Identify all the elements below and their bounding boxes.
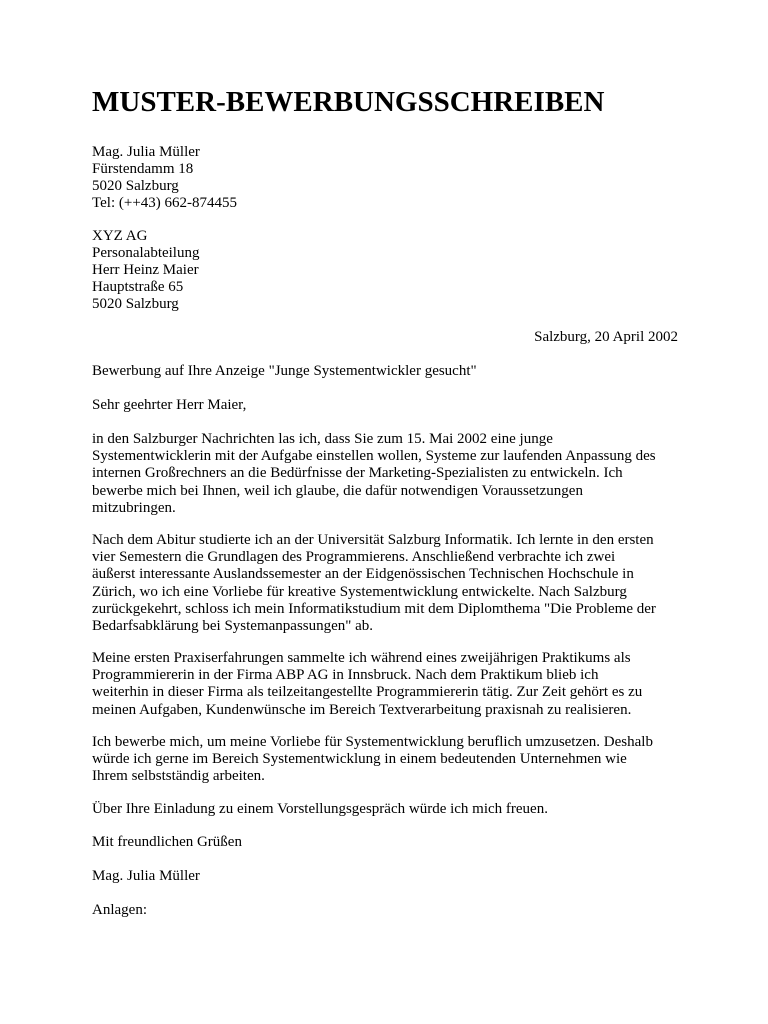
paragraph-line: in den Salzburger Nachrichten las ich, dass Sie zum 15. Mai 2002 eine junge	[92, 431, 553, 447]
page-title: MUSTER-BEWERBUNGSSCHREIBEN	[92, 86, 605, 118]
paragraph-line: zurückgekehrt, schloss ich mein Informatikstudium mit dem Diplomthema "Die Probleme der	[92, 600, 656, 617]
recipient-contact: Herr Heinz Maier	[92, 262, 199, 278]
sender-phone: Tel: (++43) 662-874455	[92, 195, 238, 211]
attachments-label: Anlagen:	[92, 902, 147, 918]
paragraph-5	[92, 801, 678, 818]
paragraph-3	[92, 650, 678, 719]
paragraph-line: Bedarfsabklärung bei Systemanpassungen" ab.	[92, 618, 374, 635]
date-line: Salzburg, 20 April 2002	[534, 329, 678, 345]
closing: Mit freundlichen Grüßen	[92, 834, 242, 850]
paragraph-4	[92, 734, 678, 786]
paragraph-line: mitzubringen.	[92, 499, 176, 516]
recipient-department: Personalabteilung	[92, 245, 200, 261]
subject-line: Bewerbung auf Ihre Anzeige "Junge Systementwickler gesucht"	[92, 363, 477, 379]
paragraph-line: meinen Aufgaben, Kundenwünsche im Bereich Textverarbeitung praxisnah zu realisieren.	[92, 701, 632, 718]
paragraph-line: Ich bewerbe mich, um meine Vorliebe für Systementwicklung beruflich umzusetzen. Deshalb	[92, 734, 653, 750]
paragraph-line: vier Semestern die Grundlagen des Programmierens. Anschließend verbrachte ich zwei	[92, 549, 616, 566]
paragraph-line: Zürich, wo ich eine Vorliebe für kreative Systementwicklung entwickelte. Nach Salzburg	[92, 583, 627, 600]
paragraph-line: äußerst interessante Auslandssemester an der Eidgenössischen Technischen Hochschule in	[92, 566, 634, 583]
paragraph-line: weiterhin in dieser Firma als teilzeitangestellte Programmiererin tätig. Zur Zeit gehört es zu	[92, 684, 643, 701]
paragraph-line: bewerbe mich bei Ihnen, weil ich glaube, die dafür notwendigen Voraussetzungen	[92, 482, 583, 499]
salutation: Sehr geehrter Herr Maier,	[92, 397, 247, 413]
paragraph-2	[92, 532, 678, 635]
recipient-street: Hauptstraße 65	[92, 279, 184, 295]
paragraph-line: Meine ersten Praxiserfahrungen sammelte ich während eines zweijährigen Praktikums als	[92, 650, 631, 666]
paragraph-line: Programmiererin in der Firma ABP AG in Innsbruck. Nach dem Praktikum blieb ich	[92, 667, 599, 684]
paragraph-line: Systementwicklerin mit der Aufgabe einstellen wollen, Systeme zur laufenden Anpassung des	[92, 448, 656, 465]
paragraph-1	[92, 431, 678, 517]
sender-city: 5020 Salzburg	[92, 178, 179, 194]
paragraph-line: Ihrem selbstständig arbeiten.	[92, 768, 265, 785]
signature: Mag. Julia Müller	[92, 868, 200, 884]
sender-street: Fürstendamm 18	[92, 161, 194, 177]
recipient-city: 5020 Salzburg	[92, 296, 179, 312]
paragraph-line: Nach dem Abitur studierte ich an der Universität Salzburg Informatik. Ich lernte in den ersten	[92, 532, 654, 548]
paragraph-line: Über Ihre Einladung zu einem Vorstellungsgespräch würde ich mich freuen.	[92, 801, 548, 817]
paragraph-line: würde ich gerne im Bereich Systementwicklung in einem bedeutenden Unternehmen wie	[92, 751, 627, 768]
recipient-company: XYZ AG	[92, 228, 148, 244]
paragraph-line: internen Großrechners an die Bedürfnisse der Marketing-Spezialisten zu entwickeln. Ich	[92, 465, 623, 482]
sender-name: Mag. Julia Müller	[92, 144, 200, 160]
